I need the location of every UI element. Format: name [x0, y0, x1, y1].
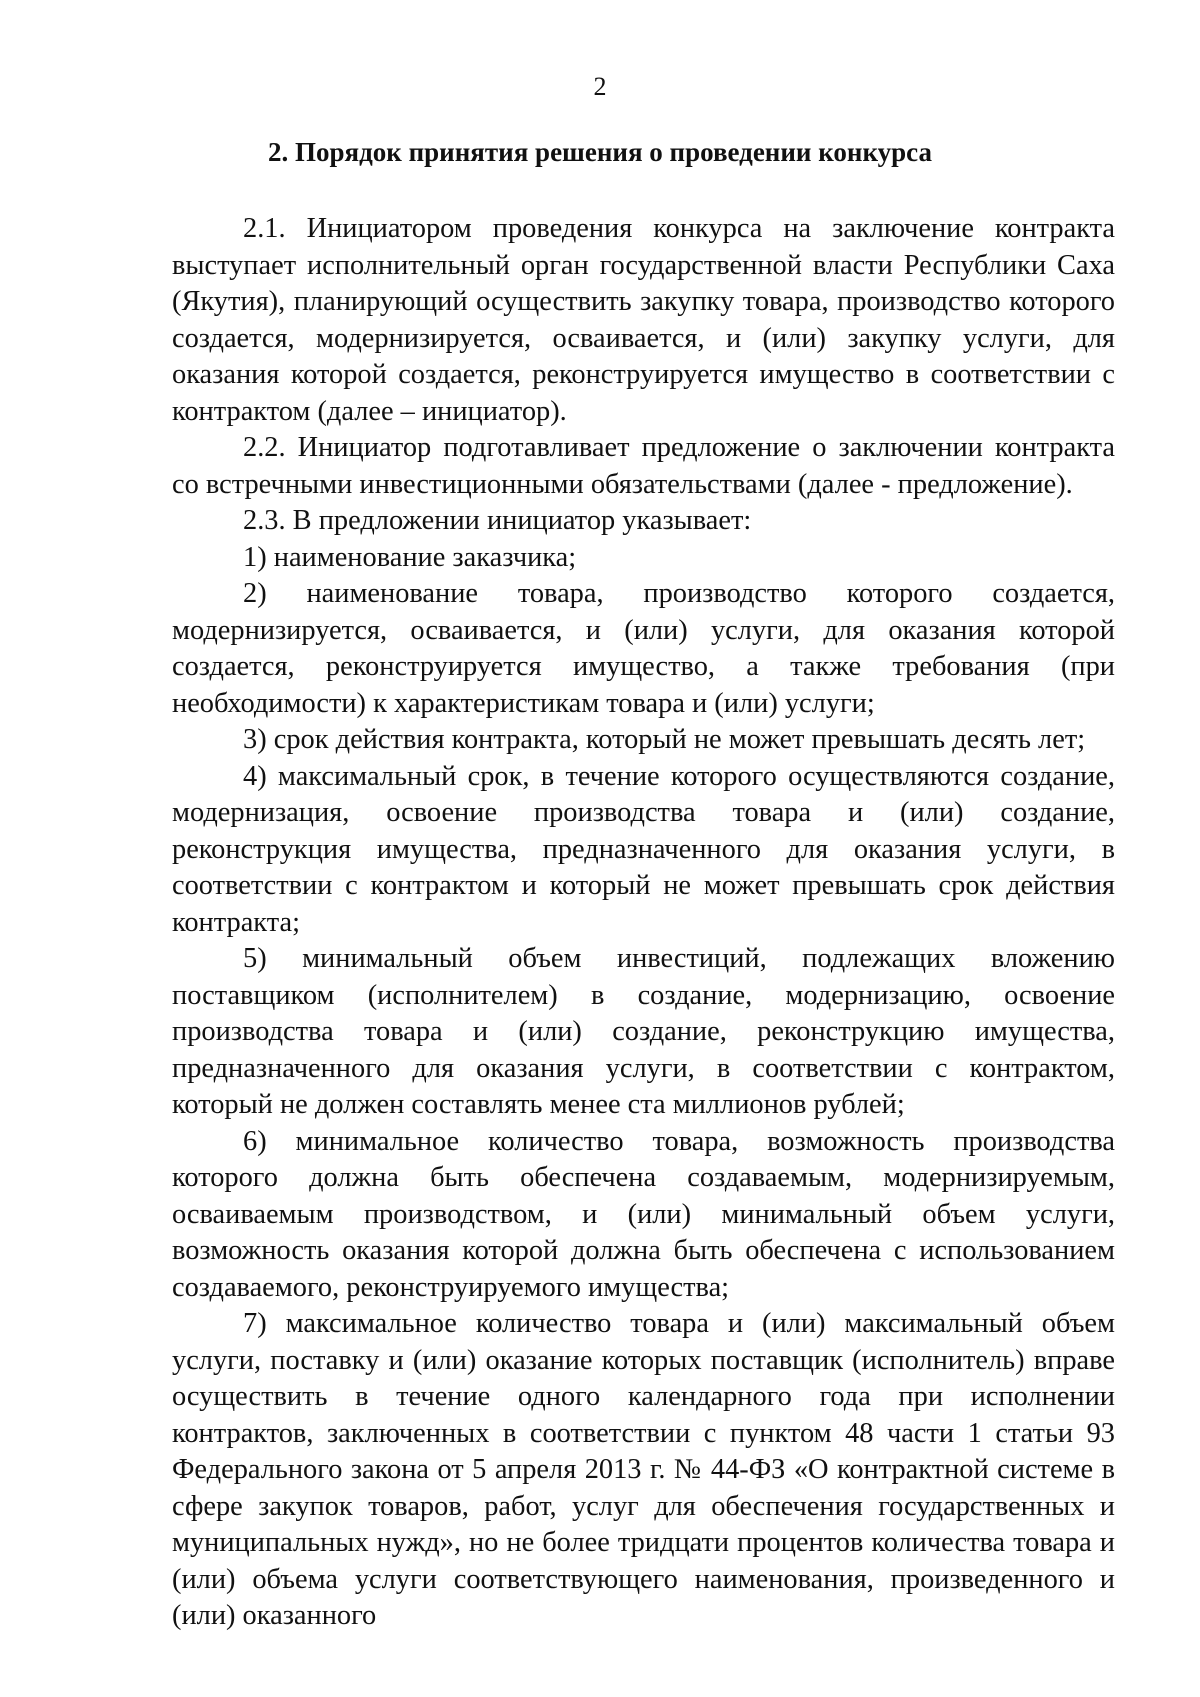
list-item-5: 5) минимальный объем инвестиций, подлежащих вложению поставщиком (исполнителем) в создание, модернизацию, освоение производства товара и (или) создание, реконструкцию имущества, предназначенного для оказания услуги, в соответствии с контрактом, который не должен составлять менее ста миллионов рублей;: [172, 943, 1115, 1120]
paragraph-2-2: 2.2. Инициатор подготавливает предложение о заключении контракта со встречными инвестиционными обязательствами (далее - предложение).: [172, 432, 1115, 500]
list-item-3: 3) срок действия контракта, который не может превышать десять лет;: [243, 724, 1086, 755]
document-body: [172, 211, 1115, 1635]
list-item-4: 4) максимальный срок, в течение которого осуществляются создание, модернизация, освоение производства товара и (или) создание, реконструкция имущества, предназначенного для оказания услуги, в соответствии с контрактом и который не может превышать срок действия контракта;: [172, 760, 1115, 938]
list-item-7: 7) максимальное количество товара и (или) максимальный объем услуги, поставку и (или) оказание которых поставщик (исполнитель) вправе осуществить в течение одного календарного года при исполнении контрактов, заключенных в соответствии с пунктом 48 части 1 статьи 93 Федерального закона от 5 апреля 2013 г. № 44-ФЗ «О контрактной системе в сфере закупок товаров, работ, услуг для обеспечения государственных и муниципальных нужд», но не более тридцати процентов количества товара и (или) объема услуги соответствующего наименования, произведенного и (или) оказанного: [172, 1308, 1115, 1631]
list-item-6: 6) минимальное количество товара, возможность производства которого должна быть обеспечена создаваемым, модернизируемым, осваиваемым производством, и (или) минимальный объем услуги, возможность оказания которой должна быть обеспечена с использованием создаваемого, реконструируемого имущества;: [172, 1125, 1115, 1303]
section-title: 2. Порядок принятия решения о проведении конкурса: [268, 137, 932, 167]
paragraph-2-3: 2.3. В предложении инициатор указывает:: [243, 505, 752, 536]
list-item-2: 2) наименование товара, производство которого создается, модернизируется, осваивается, и (или) услуги, для оказания которой создается, реконструируется имущество, а также требования (при необходимости) к характеристикам товара и (или) услуги;: [172, 578, 1115, 719]
paragraph-2-1: 2.1. Инициатором проведения конкурса на заключение контракта выступает исполнительный орган государственной власти Республики Саха (Якутия), планирующий осуществить закупку товара, производство которого создается, модернизируется, осваивается, и (или) закупку услуги, для оказания которой создается, реконструируется имущество в соответствии с контрактом (далее – инициатор).: [172, 213, 1115, 427]
page-number: 2: [593, 72, 607, 101]
list-item-1: 1) наименование заказчика;: [243, 541, 577, 573]
